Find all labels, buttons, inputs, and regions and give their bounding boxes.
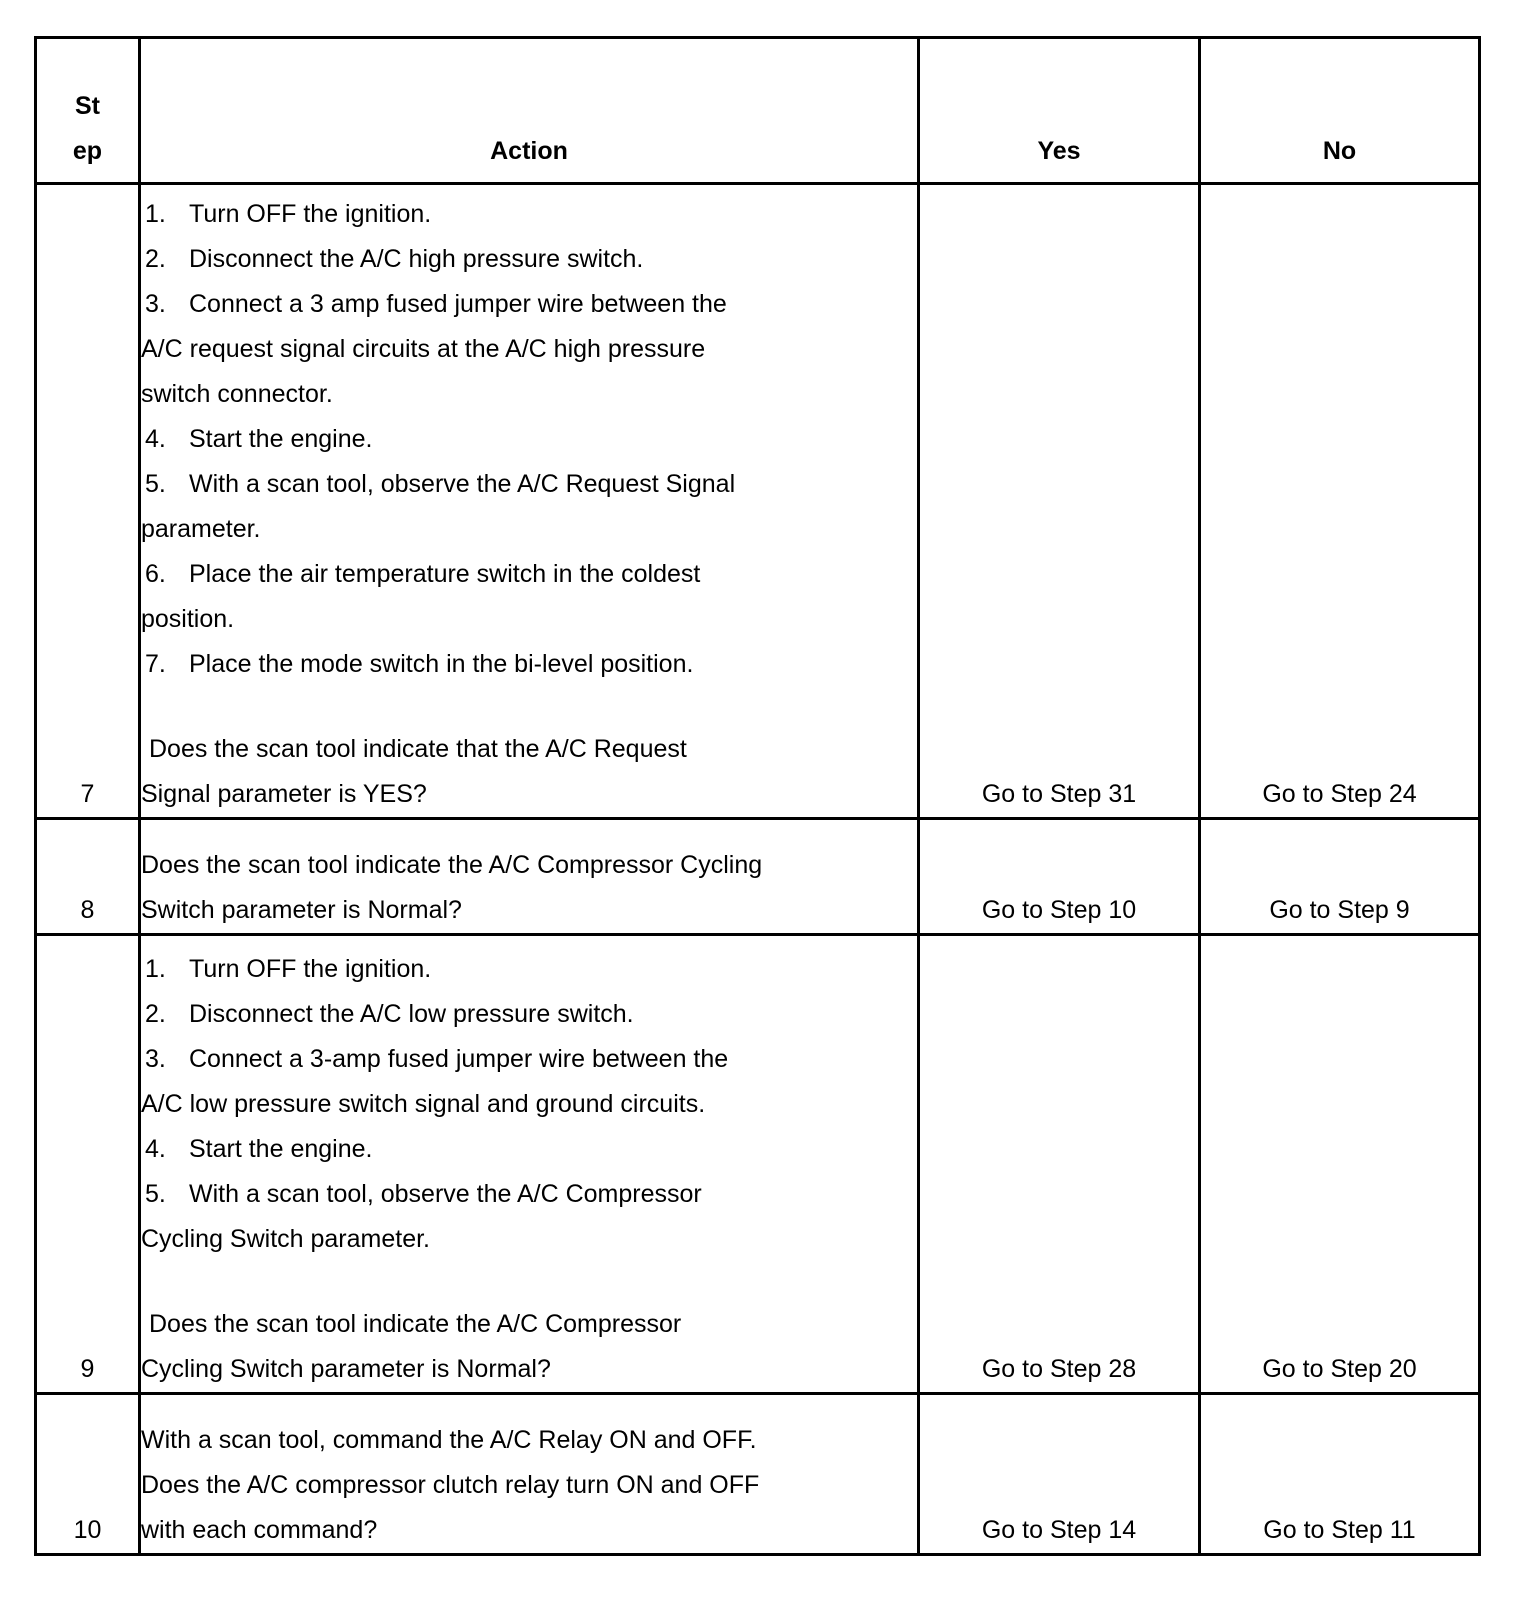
no-result: Go to Step 9 xyxy=(1200,819,1480,935)
table-row xyxy=(36,184,1480,819)
yes-result: Go to Step 31 xyxy=(919,184,1200,819)
step-number: 8 xyxy=(36,819,140,935)
yes-result: Go to Step 14 xyxy=(919,1394,1200,1555)
list-item: 2. Disconnect the A/C high pressure switch. xyxy=(145,245,644,273)
action-line: Does the A/C compressor clutch relay turn ON and OFF xyxy=(141,1471,760,1499)
list-item: 2. Disconnect the A/C low pressure switch. xyxy=(145,1000,634,1028)
list-item: 7. Place the mode switch in the bi-level position. xyxy=(145,650,694,678)
no-result: Go to Step 11 xyxy=(1200,1394,1480,1555)
list-item-continued: A/C request signal circuits at the A/C high pressure xyxy=(141,335,706,363)
action-cell xyxy=(140,184,919,819)
list-item: 5. With a scan tool, observe the A/C Request Signal xyxy=(145,470,736,498)
yes-result: Go to Step 28 xyxy=(919,935,1200,1394)
list-item: 3. Connect a 3-amp fused jumper wire between the xyxy=(145,1045,729,1073)
list-item-continued: A/C low pressure switch signal and ground circuits. xyxy=(141,1090,706,1118)
step-number: 9 xyxy=(36,935,140,1394)
list-item-continued: parameter. xyxy=(141,515,261,543)
question-line: Does the scan tool indicate the A/C Compressor Cycling xyxy=(141,851,763,879)
table-row xyxy=(36,1394,1480,1555)
yes-result: Go to Step 10 xyxy=(919,819,1200,935)
action-cell xyxy=(140,935,919,1394)
question-line: Does the scan tool indicate the A/C Compressor xyxy=(149,1310,682,1338)
header-step xyxy=(36,38,140,184)
list-item-continued: Cycling Switch parameter. xyxy=(141,1225,431,1253)
action-cell xyxy=(140,819,919,935)
list-item-continued: switch connector. xyxy=(141,380,333,408)
header-yes: Yes xyxy=(919,38,1200,184)
list-item: 6. Place the air temperature switch in the coldest xyxy=(145,560,701,588)
header-step-line2: ep xyxy=(72,137,103,165)
action-line: with each command? xyxy=(141,1516,378,1544)
diagnostic-table xyxy=(34,36,1481,1556)
list-item: 1. Turn OFF the ignition. xyxy=(145,955,432,983)
question-line: Cycling Switch parameter is Normal? xyxy=(141,1355,551,1383)
list-item-continued: position. xyxy=(141,605,235,633)
no-result: Go to Step 20 xyxy=(1200,935,1480,1394)
question-line: Signal parameter is YES? xyxy=(141,780,427,808)
action-cell xyxy=(140,1394,919,1555)
table-header-row xyxy=(36,38,1480,184)
list-item: 4. Start the engine. xyxy=(145,425,373,453)
no-result: Go to Step 24 xyxy=(1200,184,1480,819)
list-item: 1. Turn OFF the ignition. xyxy=(145,200,432,228)
header-action: Action xyxy=(140,38,919,184)
header-step-line1: St xyxy=(75,92,100,120)
list-item: 3. Connect a 3 amp fused jumper wire between the xyxy=(145,290,727,318)
header-no: No xyxy=(1200,38,1480,184)
step-number: 10 xyxy=(36,1394,140,1555)
table-row xyxy=(36,935,1480,1394)
table-row xyxy=(36,819,1480,935)
question-line: Switch parameter is Normal? xyxy=(141,896,462,924)
action-line: With a scan tool, command the A/C Relay ON and OFF. xyxy=(141,1426,757,1454)
list-item: 5. With a scan tool, observe the A/C Compressor xyxy=(145,1180,702,1208)
list-item: 4. Start the engine. xyxy=(145,1135,373,1163)
question-line: Does the scan tool indicate that the A/C Request xyxy=(149,735,687,763)
step-number: 7 xyxy=(36,184,140,819)
